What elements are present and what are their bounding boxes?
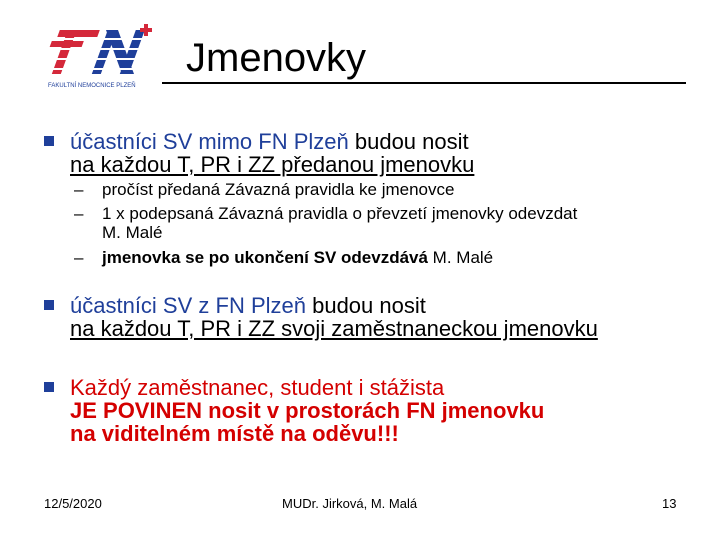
bullet-text-rest: budou nosit: [305, 293, 426, 318]
bullet-text: [70, 130, 710, 176]
bullet-text-rest: budou nosit: [348, 129, 469, 154]
dash-marker: –: [74, 204, 84, 223]
sub-item-text-line2: M. Malé: [102, 223, 163, 242]
sub-item-text-line1: 1 x podepsaná Závazná pravidla o převzetí jmenovky odevzdat: [102, 204, 578, 223]
dash-marker: –: [74, 180, 84, 199]
fn-plzen-logo: [44, 24, 160, 94]
sub-item-rest: M. Malé: [427, 248, 494, 267]
title-underline: [162, 82, 686, 84]
footer-author: MUDr. Jirková, M. Malá: [282, 496, 418, 511]
bullet-text: [70, 376, 710, 445]
bullet-text-line2: na každou T, PR i ZZ svoji zaměstnaneckou jmenovku: [70, 316, 598, 341]
square-bullet-icon: [44, 136, 54, 146]
bullet-text: [70, 294, 710, 340]
sub-item-text: [102, 204, 577, 242]
sub-item-text: [102, 248, 493, 267]
page-title: Jmenovky: [186, 36, 367, 80]
footer-date: 12/5/2020: [44, 496, 102, 511]
bullet-text-line3: na viditelném místě na oděvu!!!: [70, 421, 399, 446]
footer-page-number: 13: [662, 496, 677, 511]
dash-marker: –: [74, 248, 84, 267]
bullet-highlight: účastníci SV mimo FN Plzeň: [70, 129, 349, 154]
bullet-text-line2: na každou T, PR i ZZ předanou jmenovku: [70, 152, 475, 177]
logo-graphic: [44, 24, 160, 94]
bullet-text-line2: JE POVINEN nosit v prostorách FN jmenovku: [70, 398, 545, 423]
sub-item-bold: jmenovka se po ukončení SV odevzdává: [102, 248, 428, 267]
logo-caption: FAKULTNÍ NEMOCNICE PLZEŇ: [48, 83, 136, 89]
square-bullet-icon: [44, 382, 54, 392]
bullet-highlight: účastníci SV z FN Plzeň: [70, 293, 306, 318]
sub-item-text: pročíst předaná Závazná pravidla ke jmenovce: [102, 180, 455, 199]
bullet-text-line1: Každý zaměstnanec, student i stážista: [70, 375, 445, 400]
square-bullet-icon: [44, 300, 54, 310]
